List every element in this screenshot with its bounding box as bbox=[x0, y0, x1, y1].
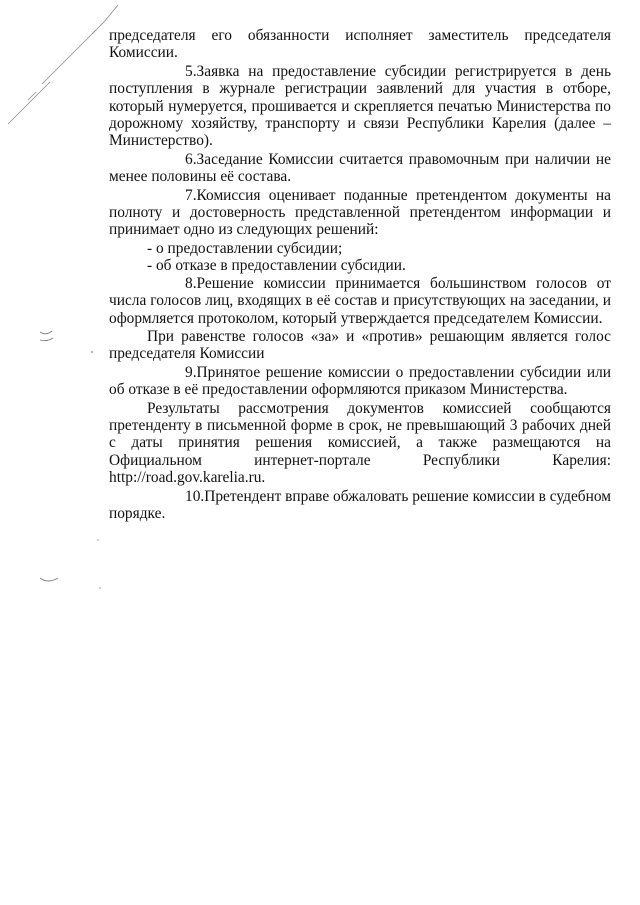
paragraph-item-10 bbox=[109, 488, 611, 523]
scan-mark-dot bbox=[97, 539, 98, 540]
scan-mark-dot bbox=[99, 587, 100, 588]
item-number: 9. bbox=[185, 363, 197, 381]
item-text: Заявка на предоставление субсидии регистрируется в день поступления в журнале регистрации заявлений для участия в отборе, который нумеруется, прошивается и скрепляется печатью Министерства по дорожному хозяйству, транспорту и связи Республики Карелия (далее – Министерство). bbox=[109, 62, 611, 150]
paragraph-item-5 bbox=[109, 63, 611, 150]
item-number: 8. bbox=[185, 274, 197, 292]
scan-mark-curl bbox=[40, 578, 58, 581]
decision-option: - об отказе в предоставлении субсидии. bbox=[147, 257, 406, 275]
paragraph-continuation: председателя его обязанности исполняет заместитель председателя Комиссии. bbox=[109, 27, 611, 62]
item-text: Решение комиссии принимается большинством голосов от числа голосов лиц, входящих в её состав и присутствующих на заседании, и оформляется протоколом, который утверждается председателем Комиссии. bbox=[109, 274, 611, 327]
scan-mark-line bbox=[8, 82, 50, 124]
scan-mark-curl bbox=[40, 331, 52, 334]
item-text: Претендент вправе обжаловать решение комиссии в судебном порядке. bbox=[109, 487, 612, 522]
paragraph-results: Результаты рассмотрения документов комиссией сообщаются претенденту в письменной форме в срок, не превышающий 3 рабочих дней с даты принятия решения комиссией, а также размещаются на Официальном интернет-портале Республики Карелия: http://road.gov.karelia.ru. bbox=[109, 399, 611, 487]
scan-mark-line bbox=[42, 30, 96, 84]
scan-mark-line bbox=[28, 92, 36, 100]
item-text: Принятое решение комиссии о предоставлении субсидии или об отказе в её предоставлении оформляются приказом Министерства. bbox=[109, 363, 611, 399]
item-number: 10. bbox=[185, 487, 205, 505]
item-number: 7. bbox=[185, 186, 197, 204]
document-body bbox=[109, 27, 611, 523]
scan-mark-dot bbox=[91, 351, 93, 353]
paragraph-item-7 bbox=[109, 187, 611, 239]
paragraph-item-9 bbox=[109, 364, 611, 399]
item-number: 6. bbox=[185, 150, 197, 168]
item-text: Заседание Комиссии считается правомочным при наличии не менее половины её состава. bbox=[109, 150, 611, 186]
paragraph-tie-vote: При равенстве голосов «за» и «против» решающим является голос председателя Комиссии bbox=[109, 327, 611, 363]
paragraph-item-8 bbox=[109, 275, 611, 327]
item-number: 5. bbox=[185, 62, 197, 80]
decision-option: - о предоставлении субсидии; bbox=[147, 239, 343, 257]
scan-mark-curl bbox=[40, 338, 53, 341]
item-text: Комиссия оценивает поданные претендентом документы на полноту и достоверность представленной претендентом информации и принимает одно из следующих решений: bbox=[109, 186, 611, 239]
paragraph-item-6 bbox=[109, 151, 611, 186]
